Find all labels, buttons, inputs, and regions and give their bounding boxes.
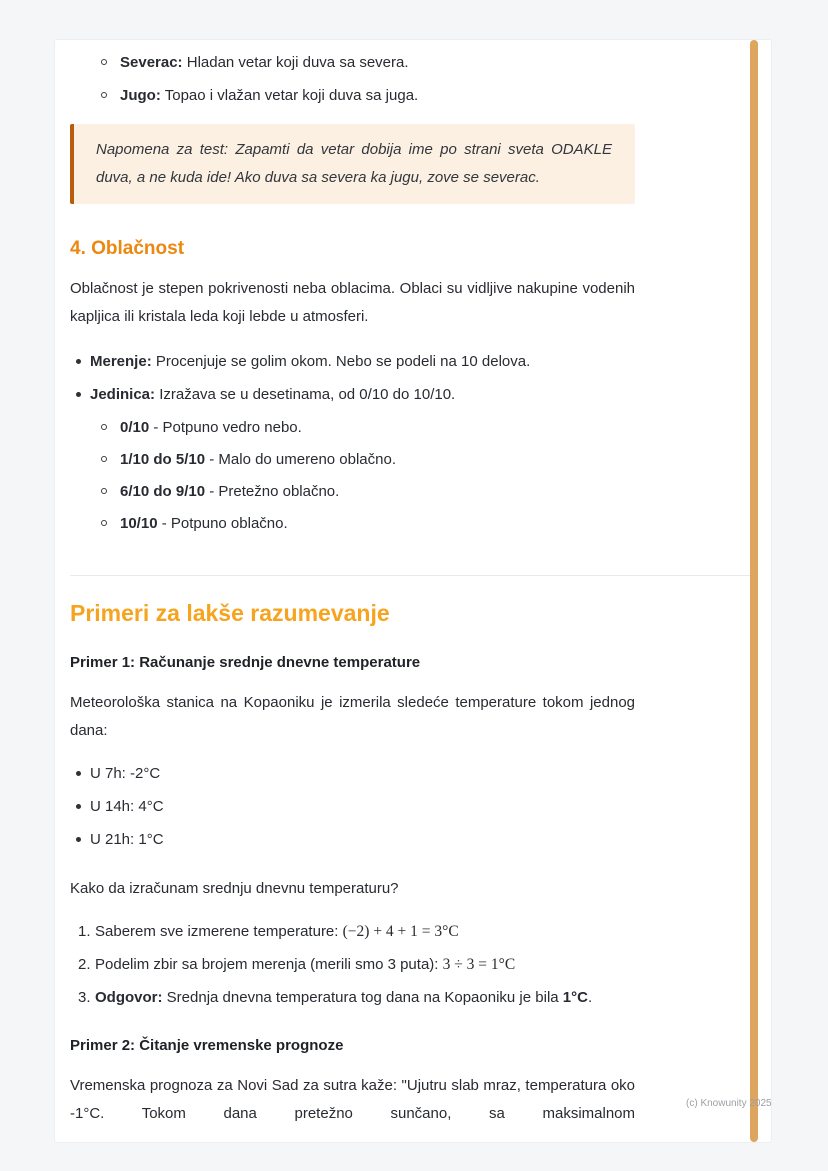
list-item-text bbox=[120, 483, 339, 500]
term-definition: Izražava se u desetinama, od 0/10 do 10/10. bbox=[155, 386, 456, 403]
note-callout bbox=[70, 124, 635, 204]
example2-intro-paragraph: Vremenska prognoza za Novi Sad za sutra kaže: "Ujutru slab mraz, temperatura oko -1°C. Tokom dana pretežno sunčano, sa maksimalnom bbox=[70, 1077, 635, 1122]
scale-description: - Potpuno oblačno. bbox=[157, 515, 288, 532]
disc-bullet-icon bbox=[76, 392, 81, 397]
term-definition: Hladan vetar koji duva sa severa. bbox=[182, 54, 409, 71]
example1-intro-paragraph: Meteorološka stanica na Kopaoniku je izmerila sledeće temperature tokom jednog dana: bbox=[70, 694, 635, 739]
list-item bbox=[70, 794, 635, 820]
page-edge-ribbon bbox=[750, 40, 758, 1142]
answer-end: . bbox=[587, 989, 593, 1006]
solution-steps-list bbox=[70, 919, 758, 1011]
circle-bullet-icon bbox=[101, 456, 107, 462]
list-item-text bbox=[120, 87, 418, 104]
examples-title: Primeri za lakše razumevanje bbox=[70, 600, 390, 626]
example2-heading: Primer 2: Čitanje vremenske prognoze bbox=[70, 1037, 344, 1054]
example1-heading: Primer 1: Računanje srednje dnevne temperature bbox=[70, 654, 421, 671]
step-description: Saberem sve izmerene temperature: bbox=[95, 923, 343, 940]
term-label: Severac: bbox=[120, 54, 183, 71]
circle-bullet-icon bbox=[101, 59, 107, 65]
measurement-text: U 21h: 1°C bbox=[90, 831, 164, 848]
answer-value: 1°C bbox=[562, 989, 588, 1006]
list-item bbox=[90, 479, 655, 505]
term-definition: Procenjuje se golim okom. Nebo se podeli na 10 delova. bbox=[151, 353, 531, 370]
wind-types-list bbox=[70, 50, 758, 109]
oblacnost-intro-paragraph: Oblačnost je stepen pokrivenosti neba oblacima. Oblaci su vidljive nakupine vodenih kapljica ili kristala leda koji lebde u atmosferi. bbox=[70, 280, 635, 325]
step-number: 1. bbox=[78, 923, 91, 940]
answer-label: Odgovor: bbox=[95, 989, 163, 1006]
answer-text: Srednja dnevna temperatura tog dana na Kopaoniku je bila bbox=[162, 989, 563, 1006]
term-label: Jugo: bbox=[120, 87, 161, 104]
scale-description: - Pretežno oblačno. bbox=[205, 483, 340, 500]
scale-value: 10/10 bbox=[120, 515, 158, 532]
cloud-scale-list bbox=[90, 415, 635, 537]
term-label: Jedinica: bbox=[90, 386, 156, 403]
list-item bbox=[90, 511, 655, 537]
term-definition: Topao i vlažan vetar koji duva sa juga. bbox=[160, 87, 419, 104]
note-text: Napomena za test: Zapamti da vetar dobija ime po strani sveta ODAKLE duva, a ne kuda ide! Ako duva sa severa ka jugu, zove se severac. bbox=[96, 141, 612, 186]
measurement-text: U 7h: -2°C bbox=[90, 765, 161, 782]
list-item bbox=[70, 83, 635, 109]
list-item bbox=[90, 447, 655, 473]
disc-bullet-icon bbox=[76, 771, 81, 776]
scale-value: 1/10 do 5/10 bbox=[120, 451, 206, 468]
measurements-list bbox=[70, 761, 758, 853]
document-page bbox=[55, 40, 771, 1142]
circle-bullet-icon bbox=[101, 424, 107, 430]
step-number: 3. bbox=[78, 989, 91, 1006]
step-text bbox=[95, 923, 459, 940]
step-description: Podelim zbir sa brojem merenja (merili smo 3 puta): bbox=[95, 956, 443, 973]
circle-bullet-icon bbox=[101, 488, 107, 494]
scale-value: 0/10 bbox=[120, 419, 150, 436]
circle-bullet-icon bbox=[101, 520, 107, 526]
math-expression: (−2) + 4 + 1 = 3°C bbox=[342, 923, 459, 940]
disc-bullet-icon bbox=[76, 359, 81, 364]
scale-description: - Malo do umereno oblačno. bbox=[205, 451, 397, 468]
scale-value: 6/10 do 9/10 bbox=[120, 483, 206, 500]
list-item bbox=[70, 827, 635, 853]
list-item bbox=[70, 382, 635, 537]
term-label: Merenje: bbox=[90, 353, 152, 370]
measurement-text: U 14h: 4°C bbox=[90, 798, 164, 815]
step-item bbox=[70, 952, 635, 978]
step-number: 2. bbox=[78, 956, 91, 973]
section-heading-oblacnost: 4. Oblačnost bbox=[70, 238, 185, 259]
list-item bbox=[70, 50, 635, 76]
oblacnost-list bbox=[70, 349, 758, 537]
section-divider bbox=[70, 575, 758, 576]
list-item-text bbox=[90, 353, 530, 370]
list-item bbox=[70, 349, 635, 375]
disc-bullet-icon bbox=[76, 804, 81, 809]
step-text bbox=[95, 989, 592, 1006]
step-text bbox=[95, 956, 515, 973]
question-paragraph: Kako da izračunam srednju dnevnu temperaturu? bbox=[70, 880, 399, 897]
list-item-text bbox=[120, 54, 409, 71]
list-item bbox=[70, 761, 635, 787]
scale-description: - Potpuno vedro nebo. bbox=[149, 419, 302, 436]
circle-bullet-icon bbox=[101, 92, 107, 98]
step-item bbox=[70, 985, 635, 1011]
list-item-text bbox=[120, 451, 396, 468]
math-expression: 3 ÷ 3 = 1°C bbox=[442, 956, 516, 973]
list-item-text bbox=[90, 386, 455, 403]
watermark-text: (c) Knowunity 2025 bbox=[686, 1098, 772, 1109]
document-content bbox=[70, 50, 758, 1128]
list-item bbox=[90, 415, 655, 441]
list-item-text bbox=[120, 515, 288, 532]
disc-bullet-icon bbox=[76, 837, 81, 842]
list-item-text bbox=[120, 419, 302, 436]
step-item bbox=[70, 919, 635, 945]
